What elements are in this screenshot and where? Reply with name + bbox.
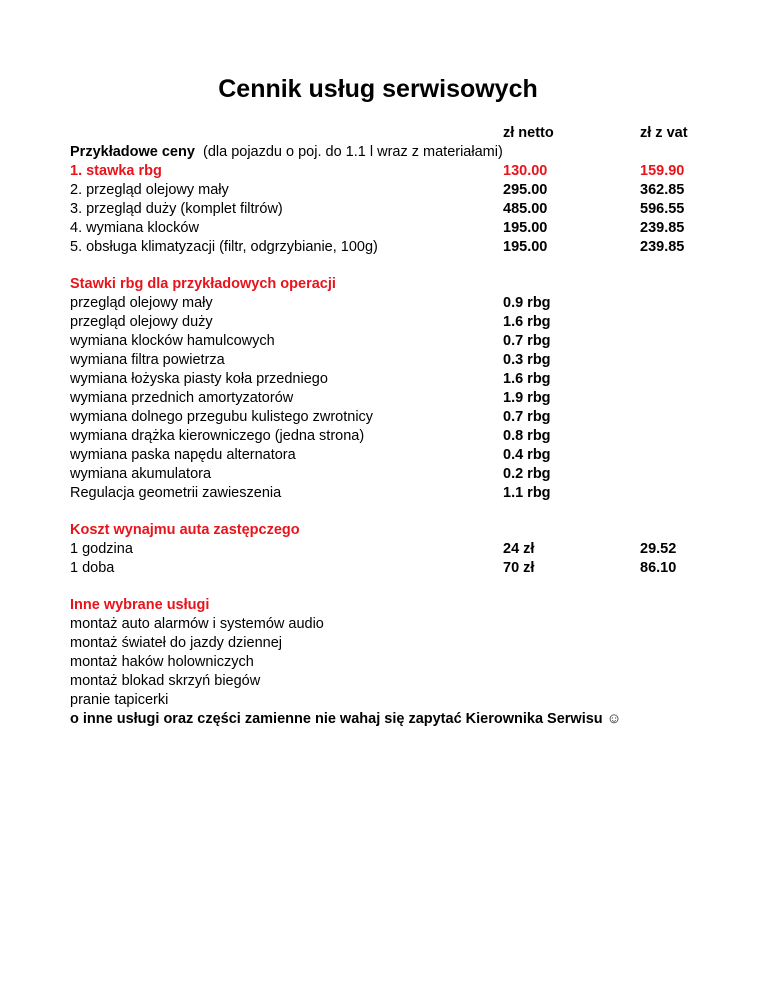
rbg-row-value: 0.7 rbg bbox=[503, 409, 551, 425]
price-row-vat: 159.90 bbox=[640, 163, 685, 179]
other-item-label: montaż auto alarmów i systemów audio bbox=[70, 616, 324, 632]
rbg-row-value: 0.9 rbg bbox=[503, 295, 551, 311]
price-row-vat: 596.55 bbox=[640, 201, 685, 217]
col-net-label: zł netto bbox=[503, 125, 554, 141]
other-item-label: montaż blokad skrzyń biegów bbox=[70, 673, 261, 689]
price-row-net: 295.00 bbox=[503, 182, 548, 198]
price-row-net: 195.00 bbox=[503, 239, 548, 255]
col-vat-label: zł z vat bbox=[640, 125, 688, 141]
closing-note-text: o inne usługi oraz części zamienne nie wahaj się zapytać Kierownika Serwisu ☺ bbox=[70, 711, 622, 727]
price-row-vat: 239.85 bbox=[640, 239, 685, 255]
prices-heading-title: Przykładowe ceny bbox=[70, 144, 195, 160]
other-item-label: montaż haków holowniczych bbox=[70, 654, 254, 670]
rbg-row-value: 1.6 rbg bbox=[503, 314, 551, 330]
rbg-row-value: 1.9 rbg bbox=[503, 390, 551, 406]
rbg-row-label: wymiana filtra powietrza bbox=[70, 352, 225, 368]
price-row-net: 195.00 bbox=[503, 220, 548, 236]
rbg-row-value: 0.3 rbg bbox=[503, 352, 551, 368]
rental-row-net: 70 zł bbox=[503, 560, 535, 576]
price-row-vat: 239.85 bbox=[640, 220, 685, 236]
rbg-row-value: 0.7 rbg bbox=[503, 333, 551, 349]
other-heading-text: Inne wybrane usługi bbox=[70, 597, 210, 613]
rental-row-label: 1 godzina bbox=[70, 541, 133, 557]
rbg-row-value: 1.1 rbg bbox=[503, 485, 551, 501]
rbg-row-label: wymiana łożyska piasty koła przedniego bbox=[70, 371, 328, 387]
rbg-row-label: wymiana drążka kierowniczego (jedna strona) bbox=[70, 428, 365, 444]
rbg-row-label: wymiana dolnego przegubu kulistego zwrotnicy bbox=[70, 409, 374, 425]
price-row-net: 485.00 bbox=[503, 201, 548, 217]
rbg-row-label: przegląd olejowy mały bbox=[70, 295, 213, 311]
rental-row-vat: 29.52 bbox=[640, 541, 677, 557]
price-row-label: 1. stawka rbg bbox=[70, 163, 162, 179]
other-item-label: pranie tapicerki bbox=[70, 692, 169, 708]
rbg-row-value: 0.4 rbg bbox=[503, 447, 551, 463]
price-row-net: 130.00 bbox=[503, 163, 548, 179]
rbg-heading-text: Stawki rbg dla przykładowych operacji bbox=[70, 276, 336, 292]
price-row-label: 3. przegląd duży (komplet filtrów) bbox=[70, 201, 283, 217]
price-row-label: 5. obsługa klimatyzacji (filtr, odgrzybianie, 100g) bbox=[70, 239, 378, 255]
rbg-row-label: Regulacja geometrii zawieszenia bbox=[70, 485, 282, 501]
prices-heading-note: (dla pojazdu o poj. do 1.1 l wraz z materiałami) bbox=[202, 144, 503, 160]
rbg-row-value: 1.6 rbg bbox=[503, 371, 551, 387]
page-title: Cennik usług serwisowych bbox=[218, 75, 538, 103]
rbg-row-label: wymiana przednich amortyzatorów bbox=[70, 390, 294, 406]
rental-heading-text: Koszt wynajmu auta zastępczego bbox=[70, 522, 300, 538]
rbg-row-value: 0.8 rbg bbox=[503, 428, 551, 444]
rbg-row-label: przegląd olejowy duży bbox=[70, 314, 213, 330]
rbg-row-value: 0.2 rbg bbox=[503, 466, 551, 482]
rental-row-label: 1 doba bbox=[70, 560, 115, 576]
rbg-row-label: wymiana akumulatora bbox=[70, 466, 212, 482]
other-item-label: montaż świateł do jazdy dziennej bbox=[70, 635, 282, 651]
rental-row-vat: 86.10 bbox=[640, 560, 677, 576]
price-row-label: 2. przegląd olejowy mały bbox=[70, 182, 229, 198]
price-row-vat: 362.85 bbox=[640, 182, 685, 198]
rental-row-net: 24 zł bbox=[503, 541, 535, 557]
price-row-label: 4. wymiana klocków bbox=[70, 220, 199, 236]
rbg-row-label: wymiana klocków hamulcowych bbox=[70, 333, 275, 349]
rbg-row-label: wymiana paska napędu alternatora bbox=[70, 447, 296, 463]
